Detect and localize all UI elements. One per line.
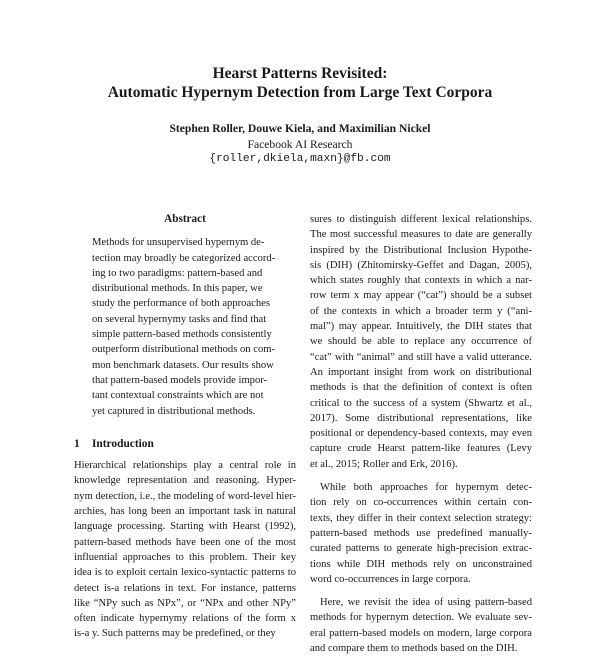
text-line: Here, we revisit the idea of using pattern-based	[320, 597, 532, 609]
text-line: detect is-a relations in text. For instance, patterns	[74, 582, 296, 594]
text-line: and compare them to methods based on the DIH.	[310, 643, 518, 655]
text-line: nym detection, i.e., the modeling of word-level hier-	[74, 490, 296, 502]
text-line: mon benchmark datasets. Our results show	[92, 359, 274, 371]
text-line: tection may broadly be categorized accord-	[92, 252, 276, 264]
text-line: idea is to exploit certain lexico-syntactic patterns to	[74, 567, 296, 579]
title-line-1: Hearst Patterns Revisited:	[212, 65, 388, 82]
paper-title	[0, 64, 600, 102]
text-line: pattern-based methods have been one of the most	[74, 536, 296, 548]
text-line: distributional methods. In this paper, we	[92, 283, 263, 295]
text-line: archies, has long been an important task in natural	[74, 506, 296, 518]
text-line: language processing. Starting with Hearst (1992),	[74, 521, 296, 533]
text-line: methods is that the definition of context is often	[310, 382, 532, 394]
affiliation: Facebook AI Research	[247, 137, 353, 151]
text-line: is-a y. Such patterns may be predefined, or they	[74, 628, 276, 640]
section-number: 1	[74, 437, 80, 450]
text-line: tions while DIH methods rely on unconstrained	[310, 558, 532, 570]
text-line: texts, they differ in their context selection strategy:	[310, 512, 532, 524]
text-line: pattern-based methods use predefined manually-	[310, 527, 532, 539]
text-line: inspired by the Distributional Inclusion Hypothe-	[310, 244, 532, 256]
text-line: 2017). Some distributional representations, like	[310, 412, 532, 424]
section-heading-introduction	[74, 437, 296, 452]
text-line: on several hypernymy tasks and find that	[92, 313, 267, 325]
text-line: we should be able to replace any occurrence of	[310, 336, 532, 348]
text-line: like “NPy such as NPx”, or “NPx and other NPy”	[74, 597, 296, 609]
text-line: mal”) may appear. Intuitively, the DIH states that	[310, 321, 532, 333]
text-line: influential approaches to this problem. Their key	[74, 551, 296, 563]
text-line: sures to distinguish different lexical relationships.	[310, 214, 532, 225]
text-line: simple pattern-based methods consistently	[92, 329, 272, 341]
text-line: The most successful measures to date are generally	[310, 229, 532, 241]
text-line: row term x may appear (“cat”) should be a subset	[310, 290, 532, 302]
text-line: ing to two paradigms: pattern-based and	[92, 267, 263, 279]
text-line: capture crude Hearst pattern-like features (Levy	[310, 443, 532, 455]
text-line: tion rely on co-occurrences within certain con-	[310, 497, 532, 509]
text-line: Hierarchical relationships play a central role in	[74, 460, 296, 472]
text-line: which states roughly that contexts in which a nar-	[310, 275, 532, 287]
author-email: {roller,dkiela,maxn}@fb.com	[209, 153, 391, 165]
text-line: of the contexts in which a broader term y (“ani-	[310, 305, 532, 317]
title-line-2: Automatic Hypernym Detection from Large Text Corpora	[107, 84, 493, 101]
right-column	[310, 212, 532, 656]
text-line: Methods for unsupervised hypernym de-	[92, 237, 265, 249]
abstract-body	[74, 235, 296, 419]
text-line: yet captured in distributional methods.	[92, 405, 256, 417]
right-paragraph-3	[310, 595, 532, 656]
text-line: positional or dependency-based contexts, may even	[310, 428, 532, 440]
text-line: word co-occurrences in large corpora.	[310, 573, 471, 585]
right-paragraph-2	[310, 480, 532, 587]
introduction-body	[74, 458, 296, 642]
text-line: An important insight from work on distributional	[310, 366, 532, 378]
text-line: tant contextual constraints which are not	[92, 390, 264, 402]
text-line: knowledge representation and reasoning. Hyper-	[74, 475, 296, 487]
text-line: that pattern-based models provide impor-	[92, 374, 268, 386]
section-title: Introduction	[92, 437, 154, 450]
right-paragraph-1	[310, 212, 532, 472]
text-line: study the performance of both approaches	[92, 298, 270, 310]
text-line: curated patterns to generate high-precision extrac-	[310, 543, 532, 555]
text-line: eral pattern-based models on modern, large corpora	[310, 627, 532, 639]
text-line: While both approaches for hypernym detec-	[320, 482, 532, 494]
text-line: “cat” with “animal” and still have a valid utterance.	[310, 351, 532, 363]
text-line: sis (DIH) (Zhitomirsky-Geffet and Dagan, 2005),	[310, 259, 532, 271]
text-line: outperform distributional methods on com-	[92, 344, 276, 356]
author-names: Stephen Roller, Douwe Kiela, and Maximilian Nickel	[169, 122, 431, 135]
text-line: et al., 2015; Roller and Erk, 2016).	[310, 458, 458, 470]
text-line: methods for hypernym detection. We evaluate sev-	[310, 612, 532, 624]
text-line: often indicate hypernymy relations of the form x	[74, 613, 296, 625]
author-block	[0, 121, 600, 168]
text-line: critical to the success of a system (Shwartz et al.,	[310, 397, 532, 409]
abstract-heading: Abstract	[164, 213, 206, 225]
left-column	[74, 212, 296, 642]
